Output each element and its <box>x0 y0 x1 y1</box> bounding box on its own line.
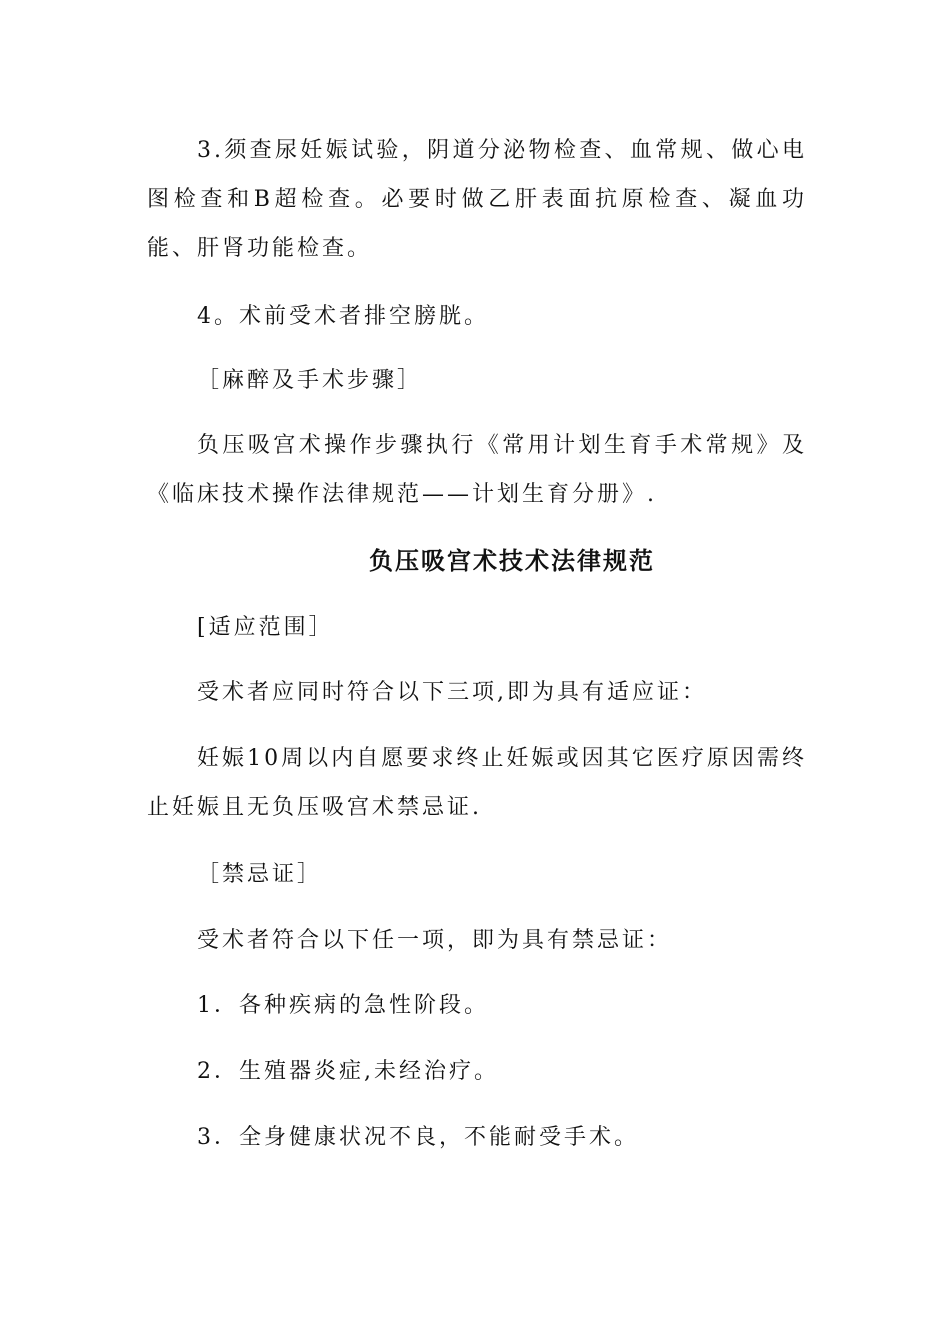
subheading-indications: [适应范围］ <box>197 615 334 640</box>
list-item-contraindication-2: 2．生殖器炎症,未经治疗。 <box>197 1059 499 1084</box>
paragraph-indications-intro: 受术者应同时符合以下三项,即为具有适应证： <box>197 680 707 705</box>
list-item-contraindication-3: 3．全身健康状况不良，不能耐受手术。 <box>197 1125 639 1150</box>
section-title: 负压吸宫术技术法律规范 <box>369 546 655 575</box>
list-item-contraindication-1: 1．各种疾病的急性阶段。 <box>197 993 489 1018</box>
paragraph-indication-detail: 妊娠10周以内自愿要求终止妊娠或因其它医疗原因需终止妊娠且无负压吸宫术禁忌证. <box>147 746 807 820</box>
paragraph-empty-bladder: 4。术前受术者排空膀胱。 <box>197 304 489 329</box>
paragraph-pre-op-exams: 3.须查尿妊娠试验，阴道分泌物检查、血常规、做心电图检查和B超检查。必要时做乙肝表面抗原检查、凝血功能、肝肾功能检查。 <box>147 138 807 261</box>
paragraph-procedure-reference: 负压吸宫术操作步骤执行《常用计划生育手术常规》及《临床技术操作法律规范——计划生育分册》. <box>147 433 807 507</box>
subheading-contraindications: ［禁忌证］ <box>197 862 323 887</box>
paragraph-contraindications-intro: 受术者符合以下任一项，即为具有禁忌证： <box>197 928 673 953</box>
subheading-anesthesia-steps: ［麻醉及手术步骤］ <box>197 368 423 393</box>
